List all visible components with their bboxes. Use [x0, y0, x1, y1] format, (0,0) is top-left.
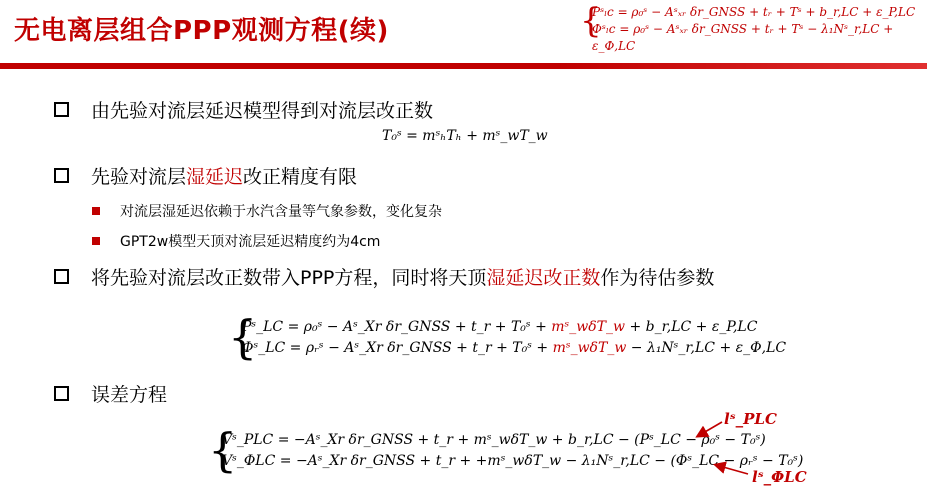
- eq-part: + b_r,LC + ε_P,LC: [625, 319, 758, 335]
- label-l-philc: lˢ_ΦLC: [752, 468, 807, 486]
- header-eq-line: Pˢₗc = ρ₀ˢ − Aˢₓᵣ δr_GNSS + tᵣ + Tˢ + b_r,LC + ε_P,LC: [592, 5, 916, 19]
- eq-highlight: mˢ_wδT_w: [551, 319, 626, 335]
- page-title: 无电离层组合PPP观测方程(续): [14, 16, 389, 46]
- bullet-text: 由先验对流层延迟模型得到对流层改正数: [91, 100, 434, 122]
- error-eq-line: Vˢ_PLC = −Aˢ_Xr δr_GNSS + t_r + mˢ_wδT_w + b_r,LC − (Pˢ_LC − ρ₀ˢ − T₀ˢ): [222, 432, 766, 448]
- brace-icon: {: [580, 1, 602, 41]
- header-eq-line: Φˢₗc = ρ₀ˢ − Aˢₓᵣ δr_GNSS + tᵣ + Tˢ − λ₁Nˢ_r,LC + ε_Φ,LC: [592, 22, 894, 53]
- bullet-text: 误差方程: [91, 384, 168, 406]
- arrow-icon: [716, 465, 748, 474]
- bullet-text: 改正精度有限: [243, 166, 358, 188]
- bullet-text: 先验对流层: [91, 166, 187, 188]
- model-formula: T₀ˢ = mˢₕTₕ + mˢ_wT_w: [382, 128, 548, 144]
- brace-icon: {: [208, 423, 238, 477]
- bullet-text: 将先验对流层改正数带入PPP方程，同时将天顶: [91, 267, 487, 289]
- arrow-icon: [698, 422, 722, 436]
- sub-bullet-text: 对流层湿延迟依赖于水汽含量等气象参数，变化复杂: [120, 204, 442, 220]
- eq-part: Φˢ_LC = ρᵣˢ − Aˢ_Xr δr_GNSS + t_r + T₀ˢ +: [242, 340, 553, 356]
- sub-bullet-text: GPT2w模型天顶对流层延迟精度约为4cm: [120, 234, 381, 250]
- error-eq-line: Vˢ_ΦLC = −Aˢ_Xr δr_GNSS + t_r + +mˢ_wδT_w − λ₁Nˢ_r,LC − (Φˢ_LC − ρᵣˢ − T₀ˢ): [222, 453, 804, 469]
- bullet-highlight: 湿延迟: [186, 166, 244, 188]
- bullet-text: 作为待估参数: [600, 267, 715, 289]
- bullet-highlight: 湿延迟改正数: [486, 267, 601, 289]
- brace-icon: {: [228, 310, 258, 364]
- label-l-plc: lˢ_PLC: [724, 410, 777, 428]
- eq-highlight: mˢ_wδT_w: [552, 340, 627, 356]
- eq-part: Pˢ_LC = ρ₀ˢ − Aˢ_Xr δr_GNSS + t_r + T₀ˢ +: [242, 319, 552, 335]
- eq-part: − λ₁Nˢ_r,LC + ε_Φ,LC: [626, 340, 787, 356]
